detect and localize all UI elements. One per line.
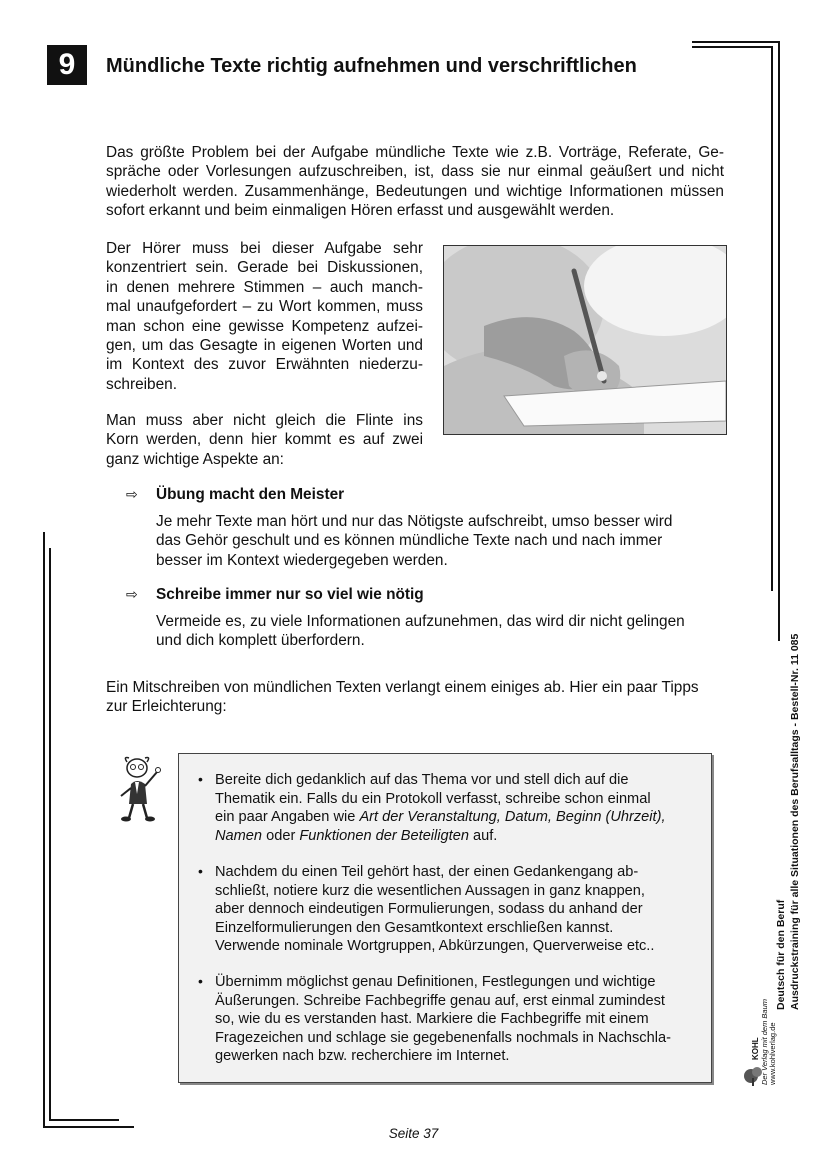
column-line: im Kontext des zuvor Erwähnten niederzu-: [106, 356, 423, 374]
column-line: man schon eine gewisse Kompetenz aufzei-: [106, 317, 423, 335]
intro-line: sofort erkannt und beim einmaligen Hören erfasst und ausgewählt werden.: [106, 202, 615, 220]
tip-line: Bereite dich gedanklich auf das Thema vor und stell dich auf die: [215, 772, 629, 788]
column-paragraph-2: [106, 411, 423, 469]
tip-italic-text: Art der Veranstaltung, Datum, Beginn (Uhrzeit),: [359, 809, 666, 826]
tip-line: Einzelformulierungen den Gesamtkontext erschließen kannst.: [215, 919, 614, 936]
tip-line: Verwende nominale Wortgruppen, Abkürzungen, Querverweise etc..: [215, 938, 655, 955]
arrow-icon: ⇨: [126, 486, 138, 502]
tip-text: oder: [262, 827, 300, 844]
outro-line: Ein Mitschreiben von mündlichen Texten verlangt einem einiges ab. Hier ein paar Tipps: [106, 679, 699, 696]
frame-right-line-inner: [771, 46, 773, 591]
publisher-logo-text: KOHL: [751, 1037, 760, 1060]
column-line: in denen mehrere Stimmen – auch manch-: [106, 278, 423, 296]
intro-paragraph: [106, 143, 724, 221]
tip-line: gewerken nach bzw. recherchiere im Internet.: [215, 1048, 510, 1065]
arrow-icon: ⇨: [126, 586, 138, 602]
frame-bottom-line-inner: [49, 1119, 119, 1121]
chapter-number-badge: [47, 45, 87, 85]
tip-line: Nachdem du einen Teil gehört hast, der einen Gedankengang ab-: [215, 864, 639, 880]
tip-line: aber dennoch eindeutigen Formulierungen, sodass du anhand der: [215, 901, 643, 918]
frame-left-line: [43, 532, 45, 1128]
bullet-icon: •: [198, 973, 203, 989]
bullet-icon: •: [198, 863, 203, 879]
aspect-line: Vermeide es, zu viele Informationen aufzunehmen, das wird dir nicht gelingen: [156, 613, 685, 630]
aspect-text-1: [156, 512, 716, 570]
tip-1: [215, 771, 695, 845]
column-line: Korn werden, denn hier kommt es auf zwei: [106, 431, 423, 449]
tip-line: Äußerungen. Schreibe Fachbegriffe genau auf, erst einmal zumindest: [215, 992, 665, 1009]
chapter-number: 9: [58, 48, 76, 81]
column-line: Man muss aber nicht gleich die Flinte ins: [106, 412, 423, 429]
column-line: Der Hörer muss bei dieser Aufgabe sehr: [106, 240, 423, 257]
aspect-title-1: Übung macht den Meister: [156, 486, 345, 503]
bullet-icon: •: [198, 771, 203, 787]
tip-line: [215, 808, 695, 827]
sidebar-book-title: Deutsch für den Beruf: [775, 899, 787, 1010]
tip-text: auf.: [468, 827, 498, 844]
tip-line: Thematik ein. Falls du ein Protokoll verfasst, schreibe schon einmal: [215, 790, 651, 807]
frame-top-line: [692, 41, 780, 43]
sidebar-book-subtitle: Ausdruckstraining für alle Situationen des Berufsalltags - Bestell-Nr. 11 085: [789, 633, 801, 1010]
column-line: ganz wichtige Aspekte an:: [106, 450, 284, 468]
tip-3: [215, 973, 695, 1066]
publisher-website: www.kohlverlag.de: [768, 1022, 777, 1085]
page-number: Seite 37: [388, 1126, 439, 1141]
aspect-title-2: Schreibe immer nur so viel wie nötig: [156, 586, 424, 603]
column-paragraph-1: [106, 239, 423, 394]
outro-line: zur Erleichterung:: [106, 698, 227, 716]
tip-text: ein paar Angaben wie: [215, 809, 360, 826]
intro-line: Das größte Problem bei der Aufgabe mündliche Texte wie z.B. Vorträge, Referate, Ge-: [106, 144, 724, 161]
frame-right-line: [778, 41, 780, 641]
column-line: mal unaufgefordert – zu Wort kommen, muss: [106, 298, 423, 316]
aspect-text-2: [156, 612, 716, 651]
aspect-line: Je mehr Texte man hört und nur das Nötigste aufschreibt, umso besser wird: [156, 513, 673, 530]
column-line: konzentriert sein. Gerade bei Diskussionen,: [106, 259, 423, 277]
tip-line: Übernimm möglichst genau Definitionen, Festlegungen und wichtige: [215, 974, 656, 990]
aspect-line: und dich komplett überfordern.: [156, 632, 365, 650]
tip-line: so, wie du es verstanden hast. Markiere die Fachbegriffe mit einem: [215, 1011, 649, 1028]
page-title: Mündliche Texte richtig aufnehmen und verschriftlichen: [106, 55, 637, 77]
frame-left-line-inner: [49, 548, 51, 1120]
tip-line: schließt, notiere kurz die wesentlichen Aussagen in ganz knappen,: [215, 882, 645, 899]
tip-italic-text: Namen: [215, 827, 263, 844]
outro-paragraph: [106, 678, 724, 717]
aspect-line: das Gehör geschult und es können mündliche Texte nach und nach immer: [156, 532, 663, 550]
professor-mascot-icon: [113, 754, 171, 824]
photo-illustration: [444, 246, 726, 434]
publisher-slogan: Der Verlag mit dem Baum: [760, 998, 769, 1085]
tip-line: [215, 827, 695, 846]
frame-top-line-inner: [692, 46, 772, 48]
intro-line: wiederholt werden. Zusammenhänge, Bedeutungen und wichtige Informationen müssen: [106, 182, 724, 200]
column-line: schreiben.: [106, 375, 178, 393]
intro-line: spräche oder Vorlesungen aufzuschreiben, ist, dass sie nur einmal geäußert und nicht: [106, 163, 724, 181]
aspect-line: besser im Kontext wiedergegeben werden.: [156, 551, 448, 569]
writing-hand-photo: [443, 245, 727, 435]
tip-2: [215, 863, 695, 956]
tip-italic-text: Funktionen der Beteiligten: [299, 827, 469, 844]
column-line: gen, um das Gesagte in eigenen Worten und: [106, 337, 423, 355]
tip-line: Fragezeichen und schlage sie gegebenenfalls nochmals in Nachschla-: [215, 1029, 671, 1046]
